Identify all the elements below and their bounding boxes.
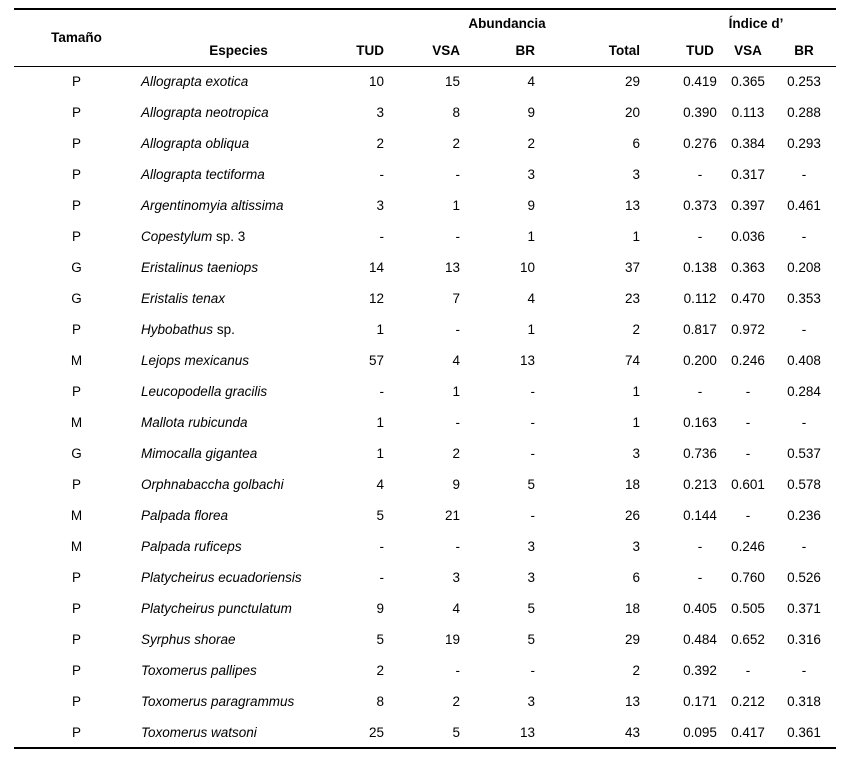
- cell-especies: [139, 66, 338, 97]
- cell-indice-br: 0.288: [787, 105, 821, 120]
- species-name: Hybobathus: [141, 322, 214, 337]
- species-name: Syrphus shorae: [141, 632, 236, 647]
- cell-indice-vsa: 0.036: [731, 229, 765, 244]
- group-header-indice-d: Índice d’: [728, 15, 784, 31]
- cell-total: 26: [624, 508, 641, 523]
- cell-especies: [139, 159, 338, 190]
- cell-indice-tud: 0.392: [683, 663, 717, 678]
- species-name: Copestylum: [141, 229, 213, 244]
- cell-abundancia-vsa: 5: [452, 724, 460, 740]
- cell-abundancia-br: -: [530, 663, 535, 678]
- table-row: [14, 221, 836, 252]
- cell-abundancia-br: 9: [527, 198, 535, 213]
- cell-abundancia-br: 1: [527, 322, 535, 337]
- cell-indice-br: 0.236: [787, 508, 821, 523]
- cell-indice-br: 0.371: [787, 601, 821, 616]
- cell-especies: [139, 407, 338, 438]
- table-header: [14, 9, 836, 66]
- species-name: Platycheirus punctulatum: [141, 601, 292, 616]
- cell-abundancia-tud: 3: [376, 198, 384, 213]
- cell-tamano: M: [70, 353, 83, 368]
- cell-especies: [139, 252, 338, 283]
- cell-total: 2: [632, 322, 641, 337]
- cell-indice-vsa: 0.363: [731, 260, 765, 275]
- cell-indice-br: 0.361: [787, 724, 821, 740]
- species-name: Allograpta obliqua: [141, 136, 250, 151]
- cell-especies: [139, 624, 338, 655]
- table-row: [14, 655, 836, 686]
- table-row: [14, 190, 836, 221]
- cell-indice-tud: 0.144: [683, 508, 717, 523]
- cell-total: 13: [624, 694, 641, 709]
- cell-abundancia-br: 3: [527, 167, 535, 182]
- cell-indice-vsa: -: [745, 384, 751, 399]
- species-name: Mimocalla gigantea: [141, 446, 258, 461]
- cell-abundancia-vsa: 4: [452, 601, 460, 616]
- column-header-abundancia-tud: TUD: [338, 36, 410, 66]
- cell-indice-br: 0.293: [787, 136, 821, 151]
- cell-indice-tud: 0.405: [683, 601, 717, 616]
- cell-indice-tud: -: [697, 384, 703, 399]
- table-row: [14, 283, 836, 314]
- cell-indice-tud: 0.276: [683, 136, 717, 151]
- cell-indice-tud: 0.484: [683, 632, 717, 647]
- table-row: [14, 66, 836, 97]
- cell-abundancia-br: 4: [527, 74, 535, 90]
- cell-total: 6: [632, 136, 641, 151]
- cell-tamano: P: [71, 229, 81, 244]
- cell-indice-tud: -: [697, 229, 703, 244]
- cell-indice-tud: 0.163: [683, 415, 717, 430]
- cell-indice-vsa: 0.505: [731, 601, 765, 616]
- cell-tamano: P: [71, 322, 81, 337]
- cell-abundancia-vsa: 3: [452, 570, 460, 585]
- column-header-especies: Especies: [139, 36, 338, 66]
- table-row: [14, 252, 836, 283]
- cell-especies: [139, 500, 338, 531]
- table-row: [14, 624, 836, 655]
- cell-abundancia-tud: 5: [376, 508, 384, 523]
- table-row: [14, 314, 836, 345]
- species-suffix: sp. 3: [212, 229, 246, 244]
- table-row: [14, 500, 836, 531]
- cell-especies: [139, 190, 338, 221]
- cell-indice-br: 0.578: [787, 477, 821, 492]
- cell-indice-tud: 0.138: [683, 260, 717, 275]
- species-name: Allograpta neotropica: [141, 105, 269, 120]
- cell-tamano: P: [71, 384, 81, 399]
- cell-abundancia-vsa: -: [455, 229, 460, 244]
- cell-especies: [139, 97, 338, 128]
- cell-abundancia-br: 3: [527, 694, 535, 709]
- cell-abundancia-tud: 2: [376, 663, 384, 678]
- cell-total: 18: [624, 601, 641, 616]
- cell-indice-br: -: [801, 663, 807, 678]
- cell-tamano: P: [71, 198, 81, 213]
- cell-abundancia-vsa: 9: [452, 477, 460, 492]
- cell-indice-br: 0.316: [787, 632, 821, 647]
- cell-abundancia-tud: 12: [368, 291, 384, 306]
- column-header-indice-tud: TUD: [676, 36, 724, 66]
- table-row: [14, 562, 836, 593]
- species-name: Toxomerus paragrammus: [141, 694, 295, 709]
- cell-indice-tud: -: [697, 167, 703, 182]
- cell-tamano: P: [71, 601, 81, 616]
- cell-indice-tud: 0.419: [683, 74, 717, 90]
- cell-tamano: P: [71, 570, 81, 585]
- group-header-abundancia: Abundancia: [468, 15, 546, 31]
- cell-abundancia-vsa: -: [455, 539, 460, 554]
- cell-abundancia-br: 9: [527, 105, 535, 120]
- cell-total: 2: [632, 663, 641, 678]
- species-name: Platycheirus ecuadoriensis: [141, 570, 302, 585]
- cell-tamano: M: [70, 508, 83, 523]
- column-header-indice-br: BR: [772, 36, 836, 66]
- cell-especies: [139, 376, 338, 407]
- table-row: [14, 159, 836, 190]
- cell-indice-vsa: 0.212: [731, 694, 765, 709]
- species-name: Toxomerus watsoni: [141, 724, 257, 740]
- cell-indice-tud: 0.171: [683, 694, 717, 709]
- cell-indice-vsa: 0.470: [731, 291, 765, 306]
- cell-indice-vsa: 0.246: [731, 539, 765, 554]
- cell-abundancia-br: 13: [519, 353, 535, 368]
- cell-total: 3: [632, 446, 641, 461]
- species-name: Toxomerus pallipes: [141, 663, 257, 678]
- cell-indice-br: -: [801, 229, 807, 244]
- table-row: [14, 686, 836, 717]
- species-name: Allograpta tectiforma: [141, 167, 265, 182]
- cell-indice-vsa: -: [745, 508, 751, 523]
- species-name: Orphnabaccha golbachi: [141, 477, 284, 492]
- cell-total: 29: [624, 74, 641, 90]
- cell-indice-br: 0.208: [787, 260, 821, 275]
- cell-indice-vsa: -: [745, 663, 751, 678]
- cell-abundancia-vsa: 15: [444, 74, 460, 90]
- table-row: [14, 345, 836, 376]
- species-name: Argentinomyia altissima: [141, 198, 284, 213]
- cell-total: 18: [624, 477, 641, 492]
- cell-indice-vsa: 0.113: [731, 105, 765, 120]
- column-header-abundancia-br: BR: [482, 36, 554, 66]
- species-name: Palpada florea: [141, 508, 229, 523]
- cell-especies: [139, 283, 338, 314]
- cell-indice-vsa: -: [745, 446, 751, 461]
- cell-indice-br: -: [801, 322, 807, 337]
- cell-total: 74: [624, 353, 641, 368]
- cell-indice-vsa: 0.384: [731, 136, 765, 151]
- cell-abundancia-tud: 4: [376, 477, 384, 492]
- cell-abundancia-tud: 10: [368, 74, 384, 90]
- cell-abundancia-br: 4: [527, 291, 535, 306]
- cell-abundancia-vsa: 4: [452, 353, 460, 368]
- cell-abundancia-br: 2: [527, 136, 535, 151]
- cell-indice-tud: -: [697, 539, 703, 554]
- cell-tamano: G: [71, 291, 82, 306]
- table-row: [14, 97, 836, 128]
- cell-total: 43: [624, 724, 641, 740]
- cell-abundancia-vsa: 19: [444, 632, 460, 647]
- species-name: Lejops mexicanus: [141, 353, 250, 368]
- cell-tamano: G: [71, 446, 82, 461]
- cell-abundancia-br: 10: [519, 260, 535, 275]
- cell-tamano: P: [71, 136, 81, 151]
- cell-indice-vsa: 0.246: [731, 353, 765, 368]
- cell-abundancia-tud: 1: [376, 446, 384, 461]
- cell-abundancia-br: -: [530, 446, 535, 461]
- cell-abundancia-tud: 9: [376, 601, 384, 616]
- species-name: Leucopodella gracilis: [141, 384, 268, 399]
- cell-abundancia-vsa: 8: [452, 105, 460, 120]
- cell-tamano: P: [71, 105, 81, 120]
- cell-total: 37: [624, 260, 641, 275]
- cell-especies: [139, 531, 338, 562]
- cell-especies: [139, 221, 338, 252]
- species-name: Allograpta exotica: [141, 74, 249, 90]
- cell-indice-vsa: 0.972: [731, 322, 765, 337]
- cell-abundancia-br: 5: [527, 601, 535, 616]
- cell-total: 1: [632, 229, 641, 244]
- cell-especies: [139, 717, 338, 748]
- cell-indice-tud: 0.200: [683, 353, 717, 368]
- cell-abundancia-tud: 57: [368, 353, 384, 368]
- table-row: [14, 128, 836, 159]
- cell-indice-tud: 0.817: [683, 322, 717, 337]
- cell-abundancia-br: 3: [527, 539, 535, 554]
- cell-especies: [139, 345, 338, 376]
- cell-indice-br: 0.526: [787, 570, 821, 585]
- cell-abundancia-br: 5: [527, 632, 535, 647]
- cell-indice-tud: 0.736: [683, 446, 717, 461]
- cell-abundancia-vsa: 1: [452, 384, 460, 399]
- cell-indice-vsa: 0.601: [731, 477, 765, 492]
- cell-abundancia-tud: -: [379, 229, 384, 244]
- cell-indice-br: 0.253: [787, 74, 821, 90]
- cell-indice-tud: 0.095: [683, 724, 717, 740]
- cell-abundancia-br: 13: [519, 724, 535, 740]
- cell-abundancia-vsa: 2: [452, 446, 460, 461]
- cell-abundancia-vsa: -: [455, 167, 460, 182]
- group-header-row: [14, 9, 836, 36]
- cell-especies: [139, 314, 338, 345]
- cell-indice-tud: 0.373: [683, 198, 717, 213]
- species-abundance-table: [14, 8, 836, 749]
- cell-abundancia-vsa: -: [455, 322, 460, 337]
- cell-total: 6: [632, 570, 641, 585]
- cell-indice-br: 0.353: [787, 291, 821, 306]
- table-row: [14, 469, 836, 500]
- cell-especies: [139, 562, 338, 593]
- cell-indice-br: 0.461: [787, 198, 821, 213]
- cell-abundancia-tud: 14: [368, 260, 384, 275]
- cell-indice-br: 0.537: [787, 446, 821, 461]
- cell-abundancia-vsa: -: [455, 663, 460, 678]
- cell-tamano: M: [70, 415, 83, 430]
- cell-tamano: G: [71, 260, 82, 275]
- cell-tamano: P: [71, 663, 81, 678]
- cell-abundancia-tud: 1: [376, 415, 384, 430]
- cell-tamano: P: [71, 74, 81, 90]
- cell-total: 13: [624, 198, 641, 213]
- cell-indice-vsa: 0.397: [731, 198, 765, 213]
- column-header-indice-vsa: VSA: [724, 36, 772, 66]
- cell-indice-tud: 0.390: [683, 105, 717, 120]
- cell-total: 29: [624, 632, 641, 647]
- cell-abundancia-tud: -: [379, 539, 384, 554]
- species-name: Palpada ruficeps: [141, 539, 242, 554]
- cell-indice-vsa: -: [745, 415, 751, 430]
- cell-abundancia-tud: -: [379, 570, 384, 585]
- cell-total: 1: [632, 415, 641, 430]
- cell-indice-vsa: 0.317: [731, 167, 765, 182]
- cell-indice-vsa: 0.365: [731, 74, 765, 90]
- species-name: Eristalis tenax: [141, 291, 226, 306]
- cell-total: 23: [624, 291, 641, 306]
- species-table-body: [14, 66, 836, 748]
- cell-abundancia-tud: 25: [368, 724, 384, 740]
- cell-tamano: P: [71, 724, 81, 740]
- cell-abundancia-vsa: 13: [444, 260, 460, 275]
- empty-header-cell: [139, 9, 338, 36]
- cell-abundancia-tud: 3: [376, 105, 384, 120]
- table-row: [14, 376, 836, 407]
- cell-abundancia-vsa: 21: [444, 508, 460, 523]
- cell-abundancia-tud: 8: [376, 694, 384, 709]
- cell-total: 20: [624, 105, 641, 120]
- cell-indice-br: -: [801, 539, 807, 554]
- cell-abundancia-br: -: [530, 384, 535, 399]
- species-name: Eristalinus taeniops: [141, 260, 259, 275]
- cell-abundancia-br: -: [530, 415, 535, 430]
- cell-indice-tud: -: [697, 570, 703, 585]
- cell-abundancia-br: 3: [527, 570, 535, 585]
- table-row: [14, 717, 836, 748]
- cell-abundancia-vsa: 7: [452, 291, 460, 306]
- cell-especies: [139, 593, 338, 624]
- cell-total: 1: [632, 384, 641, 399]
- table-row: [14, 531, 836, 562]
- cell-tamano: P: [71, 167, 81, 182]
- cell-abundancia-tud: -: [379, 167, 384, 182]
- cell-indice-br: -: [801, 167, 807, 182]
- cell-indice-br: 0.318: [787, 694, 821, 709]
- cell-abundancia-tud: 2: [376, 136, 384, 151]
- column-header-tamano: Tamaño: [14, 9, 139, 66]
- cell-indice-br: 0.284: [787, 384, 821, 399]
- cell-abundancia-tud: 5: [376, 632, 384, 647]
- cell-tamano: M: [70, 539, 83, 554]
- cell-total: 3: [632, 167, 641, 182]
- species-name: Mallota rubicunda: [141, 415, 248, 430]
- species-suffix: sp.: [213, 322, 235, 337]
- table-row: [14, 593, 836, 624]
- cell-tamano: P: [71, 477, 81, 492]
- cell-indice-br: -: [801, 415, 807, 430]
- cell-total: 3: [632, 539, 641, 554]
- cell-especies: [139, 128, 338, 159]
- cell-especies: [139, 655, 338, 686]
- cell-indice-tud: 0.112: [683, 291, 717, 306]
- table-row: [14, 438, 836, 469]
- cell-tamano: P: [71, 694, 81, 709]
- cell-abundancia-br: 1: [527, 229, 535, 244]
- cell-abundancia-br: -: [530, 508, 535, 523]
- cell-tamano: P: [71, 632, 81, 647]
- column-header-abundancia-vsa: VSA: [410, 36, 482, 66]
- table-row: [14, 407, 836, 438]
- cell-indice-vsa: 0.760: [731, 570, 765, 585]
- cell-abundancia-vsa: 2: [452, 136, 460, 151]
- cell-abundancia-vsa: -: [455, 415, 460, 430]
- cell-abundancia-tud: 1: [376, 322, 384, 337]
- cell-especies: [139, 686, 338, 717]
- cell-abundancia-vsa: 1: [452, 198, 460, 213]
- cell-abundancia-br: 5: [527, 477, 535, 492]
- cell-indice-br: 0.408: [787, 353, 821, 368]
- cell-abundancia-tud: -: [379, 384, 384, 399]
- cell-especies: [139, 438, 338, 469]
- cell-indice-vsa: 0.652: [731, 632, 765, 647]
- cell-indice-tud: 0.213: [683, 477, 717, 492]
- cell-especies: [139, 469, 338, 500]
- column-header-total: Total: [554, 36, 676, 66]
- cell-indice-vsa: 0.417: [731, 724, 765, 740]
- cell-abundancia-vsa: 2: [452, 694, 460, 709]
